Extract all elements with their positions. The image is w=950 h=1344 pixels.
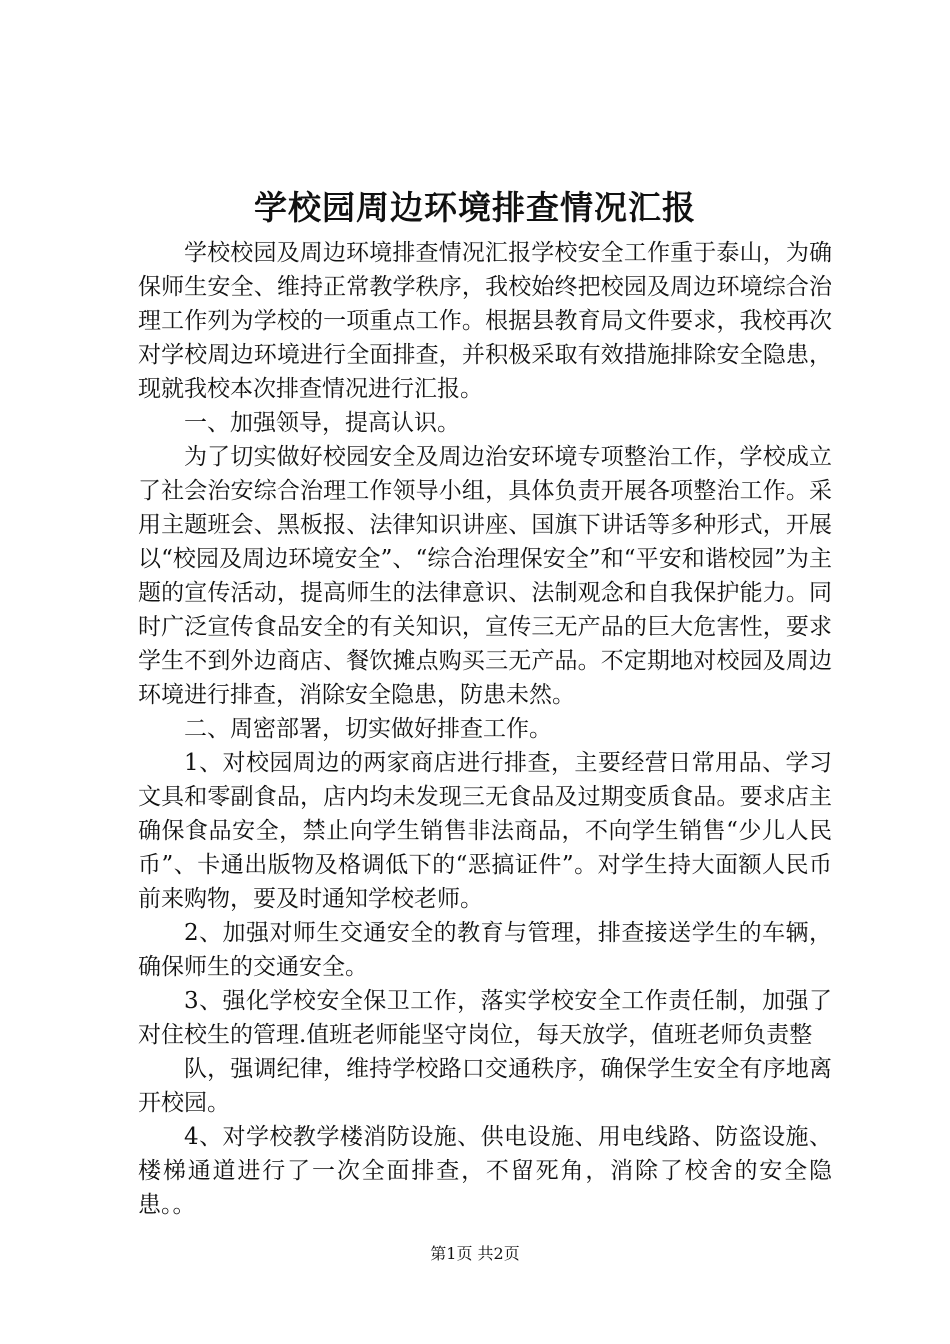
- paragraph-item-3: 3、强化学校安全保卫工作，落实学校安全工作责任制，加强了对住校生的管理.值班老师能坚守岗位，每天放学，值班老师负责整: [138, 988, 832, 1048]
- paragraph-item-2: 2、加强对师生交通安全的教育与管理，排查接送学生的车辆，确保师生的交通安全。: [138, 920, 832, 980]
- document-body: [138, 236, 832, 1222]
- paragraph-item-1: 1、对校园周边的两家商店进行排查，主要经营日常用品、学习文具和零副食品，店内均未发现三无食品及过期变质食品。要求店主确保食品安全，禁止向学生销售非法商品，不向学生销售“少儿人民币”、卡通出版物及格调低下的“恶搞证件”。对学生持大面额人民币前来购物，要及时通知学校老师。: [138, 750, 832, 912]
- document-title: 学校园周边环境排查情况汇报: [254, 188, 696, 227]
- paragraph-intro: 学校校园及周边环境排查情况汇报学校安全工作重于泰山，为确保师生安全、维持正常教学秩序，我校始终把校园及周边环境综合治理工作列为学校的一项重点工作。根据县教育局文件要求，我校再次对学校周边环境进行全面排查，并积极采取有效措施排除安全隐患，现就我校本次排查情况进行汇报。: [138, 240, 832, 402]
- paragraph-item-4: 4、对学校教学楼消防设施、供电设施、用电线路、防盗设施、楼梯通道进行了一次全面排查，不留死角，消除了校舍的安全隐患。。: [138, 1124, 832, 1218]
- page-footer: 第1页 共2页: [430, 1244, 520, 1263]
- section-heading-2: 二、周密部署，切实做好排查工作。: [184, 716, 552, 742]
- paragraph-item-3-continued: 队，强调纪律，维持学校路口交通秩序，确保学生安全有序地离开校园。: [138, 1056, 832, 1116]
- section-heading-1: 一、加强领导，提高认识。: [184, 410, 460, 436]
- paragraph-section-1: 为了切实做好校园安全及周边治安环境专项整治工作，学校成立了社会治安综合治理工作领导小组，具体负责开展各项整治工作。采用主题班会、黑板报、法律知识讲座、国旗下讲话等多种形式，开展以“校园及周边环境安全”、“综合治理保安全”和“平安和谐校园”为主题的宣传活动，提高师生的法律意识、法制观念和自我保护能力。同时广泛宣传食品安全的有关知识，宣传三无产品的巨大危害性，要求学生不到外边商店、餐饮摊点购买三无产品。不定期地对校园及周边环境进行排查，消除安全隐患，防患未然。: [138, 444, 832, 708]
